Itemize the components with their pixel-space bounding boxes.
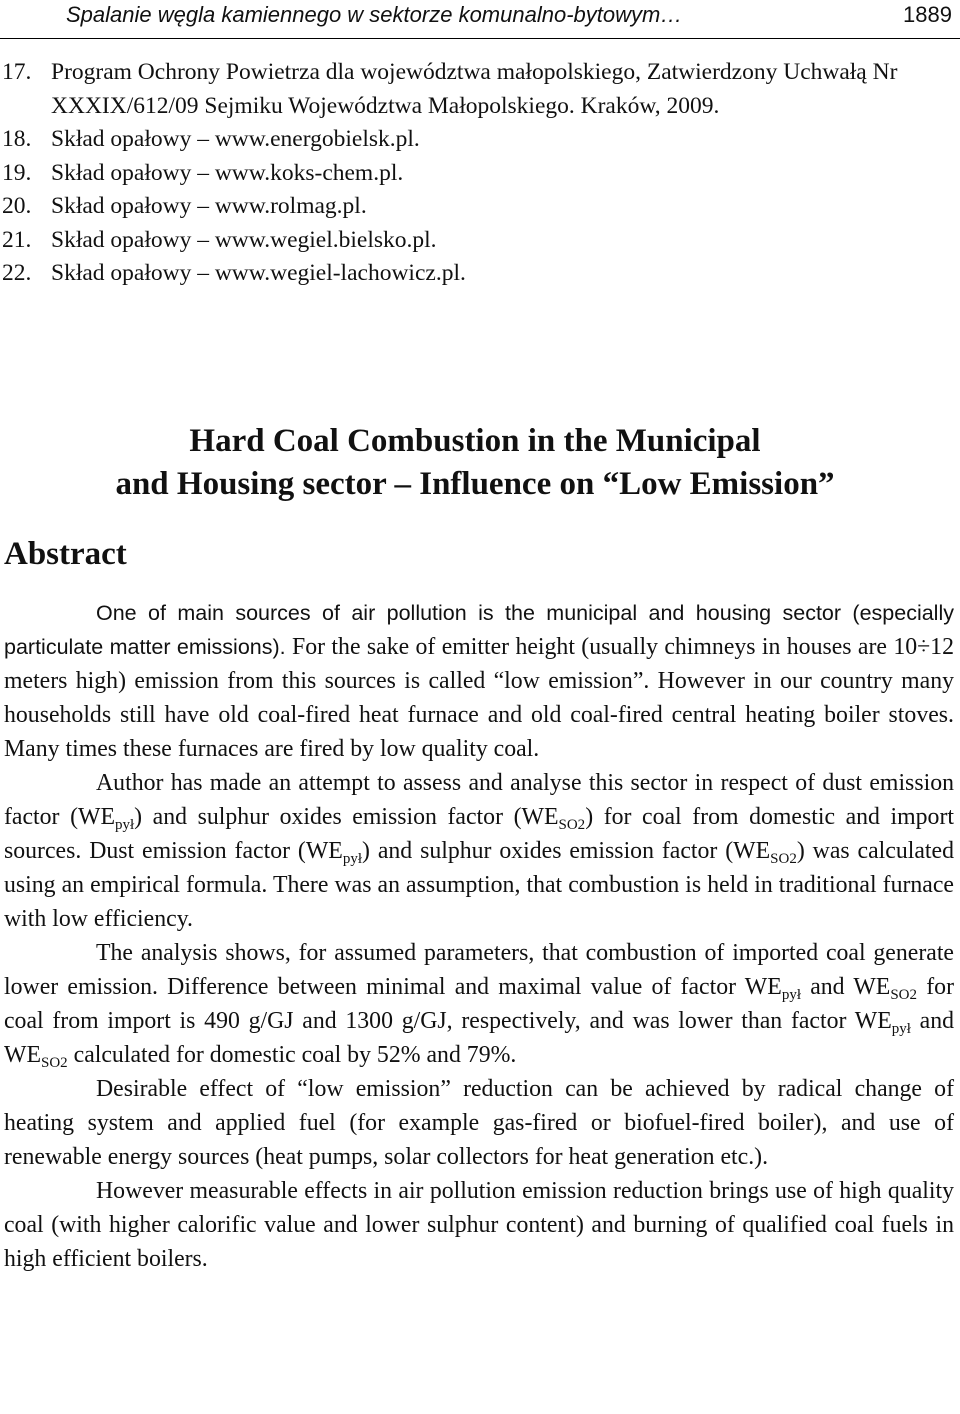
reference-number: 19.: [2, 159, 32, 186]
abstract-text: for coal from import is 490 g/GJ and 1300 g/GJ, respectively, and was lower than factor WE: [4, 974, 954, 1034]
reference-text: Skład opałowy – www.energobielsk.pl.: [51, 126, 420, 152]
reference-text: Skład opałowy – www.wegiel.bielsko.pl.: [51, 226, 437, 253]
reference-item: [0, 123, 952, 157]
abstract-text: ) and sulphur oxides emission factor (WE: [134, 804, 559, 830]
abstract-body: [4, 596, 954, 1276]
reference-item: [0, 257, 952, 291]
abstract-text: ) for coal from domestic and import sources. Dust emission factor (WE: [4, 804, 954, 864]
subscript: pył: [115, 817, 135, 833]
abstract-text: ) and sulphur oxides emission factor (WE: [362, 838, 771, 864]
reference-text: Skład opałowy – www.wegiel-lachowicz.pl.: [51, 260, 466, 286]
reference-number: 21.: [2, 226, 32, 253]
reference-item: [0, 56, 952, 123]
subscript: SO2: [890, 987, 918, 1003]
reference-text: Skład opałowy – www.koks-chem.pl.: [51, 159, 404, 186]
reference-number: 18.: [2, 126, 32, 152]
abstract-text: calculated for domestic coal by 52% and 79%.: [67, 1042, 517, 1068]
subscript: pył: [781, 987, 801, 1003]
abstract-paragraph: [4, 596, 954, 766]
reference-text: Skład opałowy – www.rolmag.pl.: [51, 193, 367, 219]
abstract-paragraph: [4, 766, 954, 936]
reference-item: [0, 157, 952, 191]
subscript: SO2: [41, 1055, 68, 1071]
running-title: Spalanie węgla kamiennego w sektorze komunalno-bytowym…: [66, 2, 683, 27]
reference-list: [0, 56, 952, 291]
reference-number: 17.: [2, 59, 32, 85]
abstract-text: The analysis shows, for assumed parameters, that combustion of imported coal generate lower emission. Difference between minimal and maximal value of factor WE: [4, 940, 954, 1000]
reference-number: 20.: [2, 193, 32, 219]
reference-number: 22.: [2, 260, 32, 286]
reference-item: [0, 224, 952, 258]
abstract-text: and WE: [4, 1008, 955, 1068]
paper-title-line-2: and Housing sector – Influence on “Low Emission”: [115, 466, 835, 502]
abstract-paragraph: [4, 936, 954, 1072]
abstract-text: For the sake of emitter height (usually chimneys in houses are 10÷12 meters high) emission from this sources is called “low emission”. However in our country many households still have old coal-fired heat furnace and old coal-fired central heating boiler stoves. Many times these furnaces are fired by low quality coal.: [4, 634, 954, 762]
running-header: [0, 0, 960, 39]
reference-item: [0, 190, 952, 224]
abstract-text: and WE: [800, 974, 891, 1000]
paper-title: [0, 420, 950, 506]
abstract-text: One of main sources of air pollution is the municipal and housing sector (especially particulate matter emissions).: [4, 601, 954, 659]
abstract-paragraph: Desirable effect of “low emission” reduction can be achieved by radical change of heating system and applied fuel (for example gas-fired or biofuel-fired boiler), and use of renewable energy sources (heat pumps, solar collectors for heat generation etc.).: [4, 1076, 954, 1170]
page-number: 1889: [903, 2, 952, 27]
abstract-paragraph: However measurable effects in air pollution emission reduction brings use of high quality coal (with higher calorific value and lower sulphur content) and burning of qualified coal fuels in high efficient boilers.: [4, 1178, 954, 1272]
paper-title-line-1: Hard Coal Combustion in the Municipal: [189, 423, 761, 459]
subscript: pył: [891, 1021, 911, 1037]
subscript: pył: [342, 851, 363, 867]
subscript: SO2: [558, 817, 586, 833]
abstract-text: ) was calculated using an empirical formula. There was an assumption, that combustion is held in traditional furnace with low efficiency.: [4, 838, 954, 932]
abstract-heading: Abstract: [4, 536, 127, 572]
reference-text: Program Ochrony Powietrza dla województwa małopolskiego, Zatwierdzony Uchwałą Nr XXXIX/612/09 Sejmiku Województwa Małopolskiego. Kraków, 2009.: [51, 59, 898, 119]
subscript: SO2: [770, 851, 797, 867]
abstract-text: Author has made an attempt to assess and analyse this sector in respect of dust emission factor (WE: [4, 770, 954, 830]
